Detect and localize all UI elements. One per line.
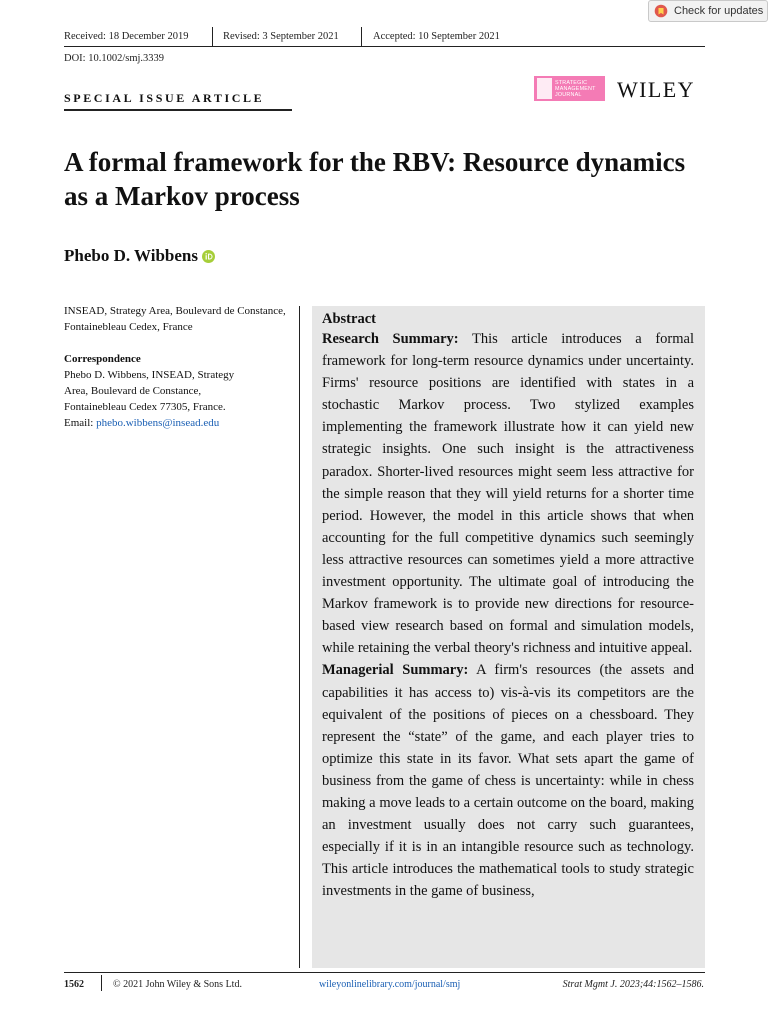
author-line <box>64 246 215 266</box>
journal-emblem-icon <box>537 78 552 99</box>
check-updates-icon <box>654 4 668 18</box>
research-summary <box>322 328 694 659</box>
header-rule <box>64 46 705 47</box>
section-label: SPECIAL ISSUE ARTICLE <box>64 91 265 105</box>
footer-separator <box>101 975 102 991</box>
correspondence-heading: Correspondence <box>64 353 141 365</box>
managerial-summary-text: A firm's resources (the assets and capabilities it has access to) vis-à-vis its competitors are the equivalent of the positions of pieces on a chessboard. They represent the “state” of the game, and each player tries to optimize this state in its favor. What sets apart the game of business from the game of chess is uncertainty: while in chess making a move leads to a certain outcome on the board, making an investment usually does not carry such guarantees, especially if it is in an intangible resource such as technology. This article introduces the mathematical tools to study strategic investments in the game of business, <box>322 662 694 900</box>
header-separator <box>361 27 362 46</box>
email-label: Email: <box>64 417 97 429</box>
journal-logo[interactable] <box>534 76 605 101</box>
journal-logo-text: STRATEGIC MANAGEMENT JOURNAL <box>555 79 596 98</box>
page-number: 1562 <box>64 979 84 990</box>
header-separator <box>212 27 213 46</box>
correspondence-line: Phebo D. Wibbens, INSEAD, Strategy <box>64 369 235 381</box>
column-divider <box>299 306 300 968</box>
email-line <box>64 415 294 431</box>
doi: DOI: 10.1002/smj.3339 <box>64 53 165 64</box>
publisher-logo[interactable]: WILEY <box>617 77 695 102</box>
abstract-heading: Abstract <box>322 311 376 327</box>
research-summary-text: This article introduces a formal framework for long-term resource dynamics under uncertainty. Firms' resource positions are identified with states in a stochastic Markov process. Two stylized examples implementing the framework illustrate how it can yield new strategic insights. One such insight is the attractiveness paradox. Shorter-lived resources might seem less attractive for the simple reason that they will yield returns for a shorter time period. However, the model in this article shows that when accounting for the full competitive dynamics such seemingly less attractive resources can sometimes yield a more attractive investment opportunity. The ultimate goal of introducing the Markov framework is to provide new directions for resource-based view research based on formal and simulation models, while retaining the verbal theory's richness and intuitive appeal. <box>322 331 694 657</box>
affiliation: INSEAD, Strategy Area, Boulevard de Constance, Fontainebleau Cedex, France <box>64 305 286 333</box>
section-underline <box>64 109 292 111</box>
copyright: © 2021 John Wiley & Sons Ltd. <box>113 979 242 990</box>
correspondence-line: Area, Boulevard de Constance, <box>64 385 202 397</box>
correspondence <box>64 351 294 431</box>
citation: Strat Mgmt J. 2023;44:1562–1586. <box>562 979 704 990</box>
orcid-icon[interactable] <box>202 250 215 263</box>
correspondence-line: Fontainebleau Cedex 77305, France. <box>64 401 226 413</box>
email-link[interactable]: phebo.wibbens@insead.edu <box>96 417 220 429</box>
article-title: A formal framework for the RBV: Resource dynamics as a Markov process <box>64 147 686 211</box>
check-updates-label: Check for updates <box>674 5 764 17</box>
author-name[interactable]: Phebo D. Wibbens <box>64 246 198 265</box>
abstract-box <box>312 306 705 968</box>
research-summary-label: Research Summary: <box>322 331 459 347</box>
accepted-date: Accepted: 10 September 2021 <box>373 31 500 42</box>
managerial-summary <box>322 659 694 902</box>
revised-date: Revised: 3 September 2021 <box>223 31 339 42</box>
journal-url-link[interactable]: wileyonlinelibrary.com/journal/smj <box>319 979 461 990</box>
check-for-updates-button[interactable] <box>648 0 768 22</box>
managerial-summary-label: Managerial Summary: <box>322 662 469 679</box>
received-date: Received: 18 December 2019 <box>64 31 189 42</box>
footer-rule <box>64 972 705 973</box>
